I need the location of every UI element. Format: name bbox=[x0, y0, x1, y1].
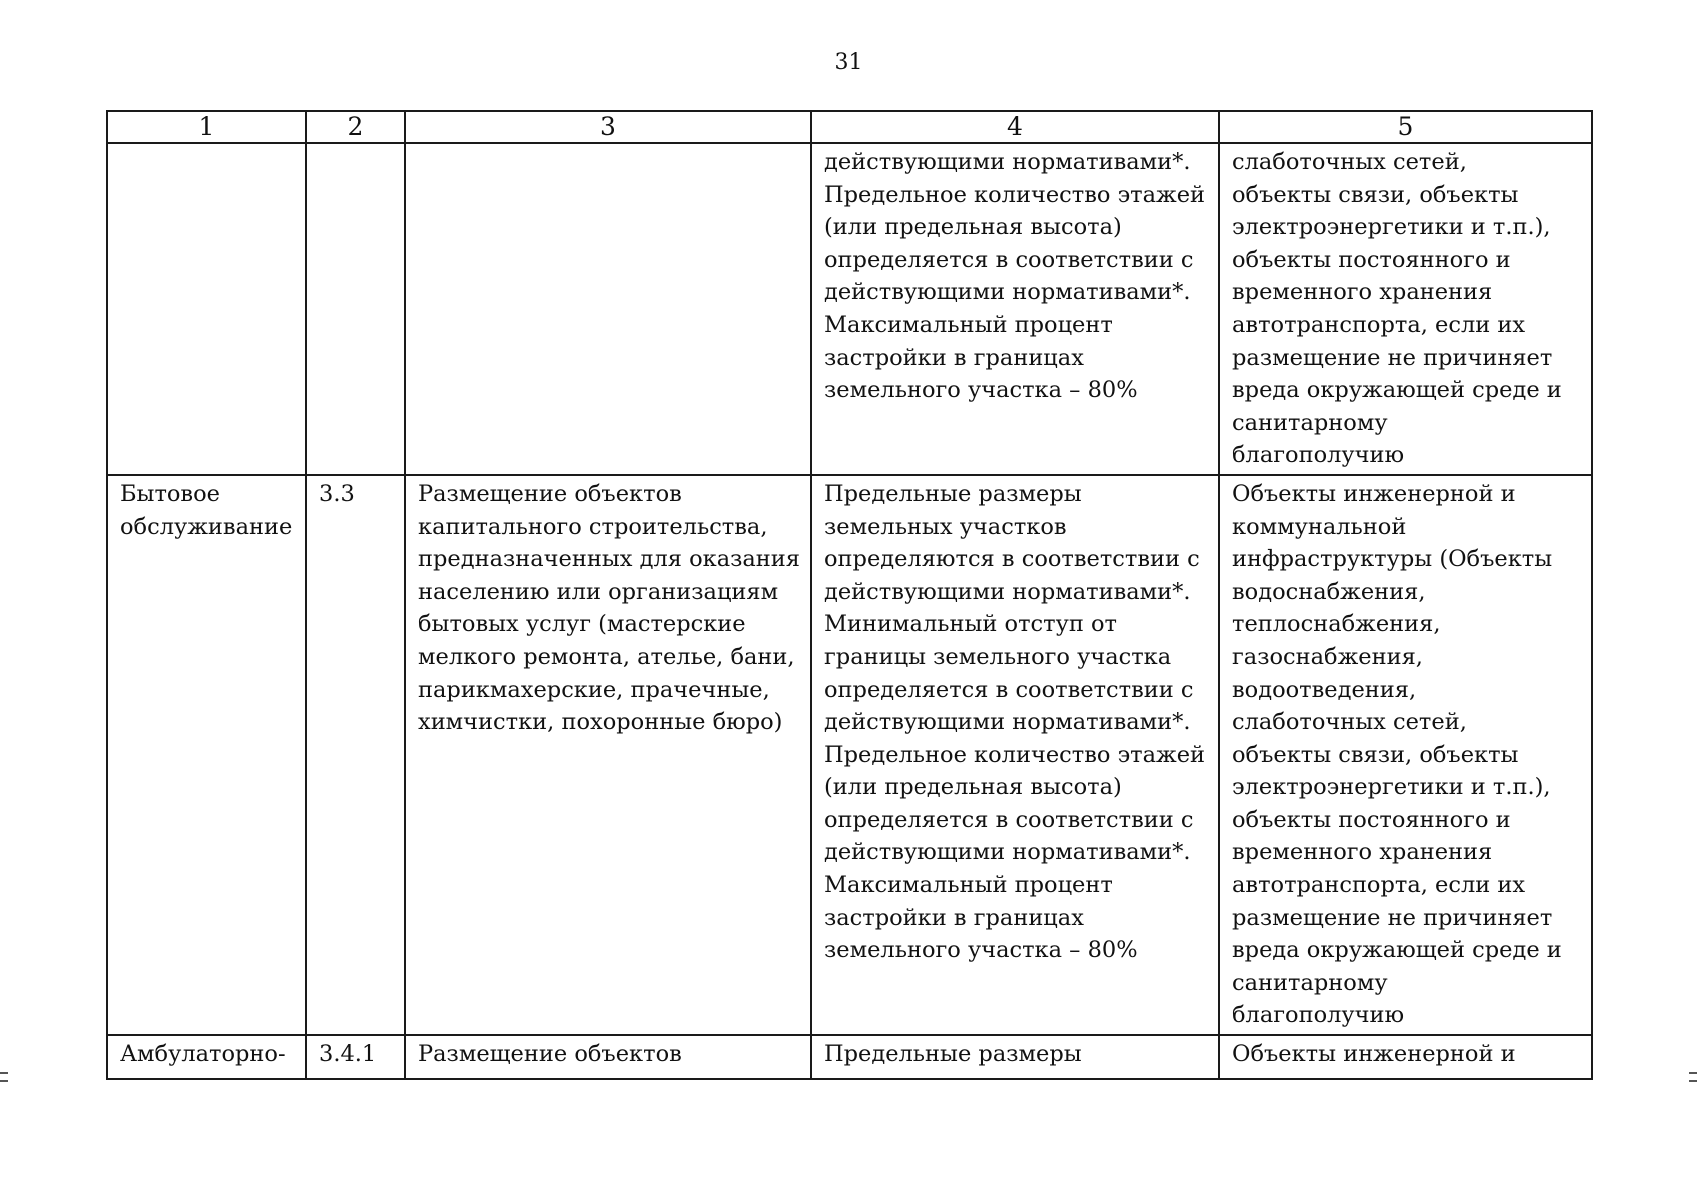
scan-edge-mark-right bbox=[1689, 1072, 1697, 1074]
row-description-text: Размещение объектов капитального строительства, предназначенных для оказания населению или организациям бытовых услуг (мастерские мелкого ремонта, ателье, бани, парикмахерские, прачечные, химчистки, похоронные бюро) bbox=[418, 480, 800, 736]
row-parameters-cell bbox=[811, 475, 1219, 1035]
row-name-cell bbox=[107, 475, 306, 1035]
row-code-cell bbox=[306, 1035, 405, 1079]
table-row bbox=[107, 475, 1592, 1035]
scan-edge-mark-right bbox=[1689, 1080, 1697, 1082]
row-description-cell bbox=[405, 1035, 811, 1079]
row-code-cell bbox=[306, 143, 405, 475]
column-header-3: 3 bbox=[405, 111, 811, 143]
page-number: 31 bbox=[834, 50, 863, 75]
row-auxiliary-text: Объекты инженерной и коммунальной инфраструктуры (Объекты водоснабжения, теплоснабжения, газоснабжения, водоотведения, слаботочных сетей, объекты связи, объекты электроэнергетики и т.п.), объекты постоянного и временного хранения автотранспорта, если их размещение не причиняет вреда окружающей среде и санитарному благополучию bbox=[1232, 480, 1562, 1029]
scan-edge-mark-left bbox=[0, 1072, 8, 1074]
table-header-row bbox=[107, 111, 1592, 143]
row-auxiliary-text: слаботочных сетей, объекты связи, объекты электроэнергетики и т.п.), объекты постоянного и временного хранения автотранспорта, если их размещение не причиняет вреда окружающей среде и санитарному благополучию bbox=[1232, 149, 1562, 469]
column-header-2: 2 bbox=[306, 111, 405, 143]
row-description-text: Размещение объектов bbox=[418, 1041, 682, 1068]
row-auxiliary-text: Объекты инженерной и bbox=[1232, 1041, 1516, 1068]
row-parameters-text: Предельные размеры bbox=[824, 1041, 1082, 1068]
row-parameters-text: действующими нормативами*. Предельное количество этажей (или предельная высота) определяется в соответствии с действующими нормативами*. Максимальный процент застройки в границах земельного участка – 80% bbox=[824, 149, 1206, 404]
column-header-5: 5 bbox=[1219, 111, 1592, 143]
zoning-table bbox=[106, 110, 1593, 1080]
table-row bbox=[107, 143, 1592, 475]
column-header-1: 1 bbox=[107, 111, 306, 143]
row-name-text: Амбулаторно- bbox=[120, 1041, 286, 1068]
row-code-text: 3.3 bbox=[319, 480, 355, 507]
row-parameters-cell bbox=[811, 143, 1219, 475]
column-header-4: 4 bbox=[811, 111, 1219, 143]
row-code-text: 3.4.1 bbox=[319, 1041, 377, 1068]
scan-edge-mark-left bbox=[0, 1080, 8, 1082]
row-parameters-text: Предельные размеры земельных участков определяются в соответствии с действующими нормативами*. Минимальный отступ от границы земельного участка определяется в соответствии с действующими нормативами*. Предельное количество этажей (или предельная высота) определяется в соответствии с действующими нормативами*. Максимальный процент застройки в границах земельного участка – 80% bbox=[824, 480, 1206, 964]
row-parameters-cell bbox=[811, 1035, 1219, 1079]
row-auxiliary-cell bbox=[1219, 1035, 1592, 1079]
row-name-text: Бытовое обслуживание bbox=[120, 480, 293, 540]
row-description-cell bbox=[405, 143, 811, 475]
table-row bbox=[107, 1035, 1592, 1079]
row-auxiliary-cell bbox=[1219, 475, 1592, 1035]
row-name-cell bbox=[107, 143, 306, 475]
row-description-cell bbox=[405, 475, 811, 1035]
row-name-cell bbox=[107, 1035, 306, 1079]
row-code-cell bbox=[306, 475, 405, 1035]
row-auxiliary-cell bbox=[1219, 143, 1592, 475]
